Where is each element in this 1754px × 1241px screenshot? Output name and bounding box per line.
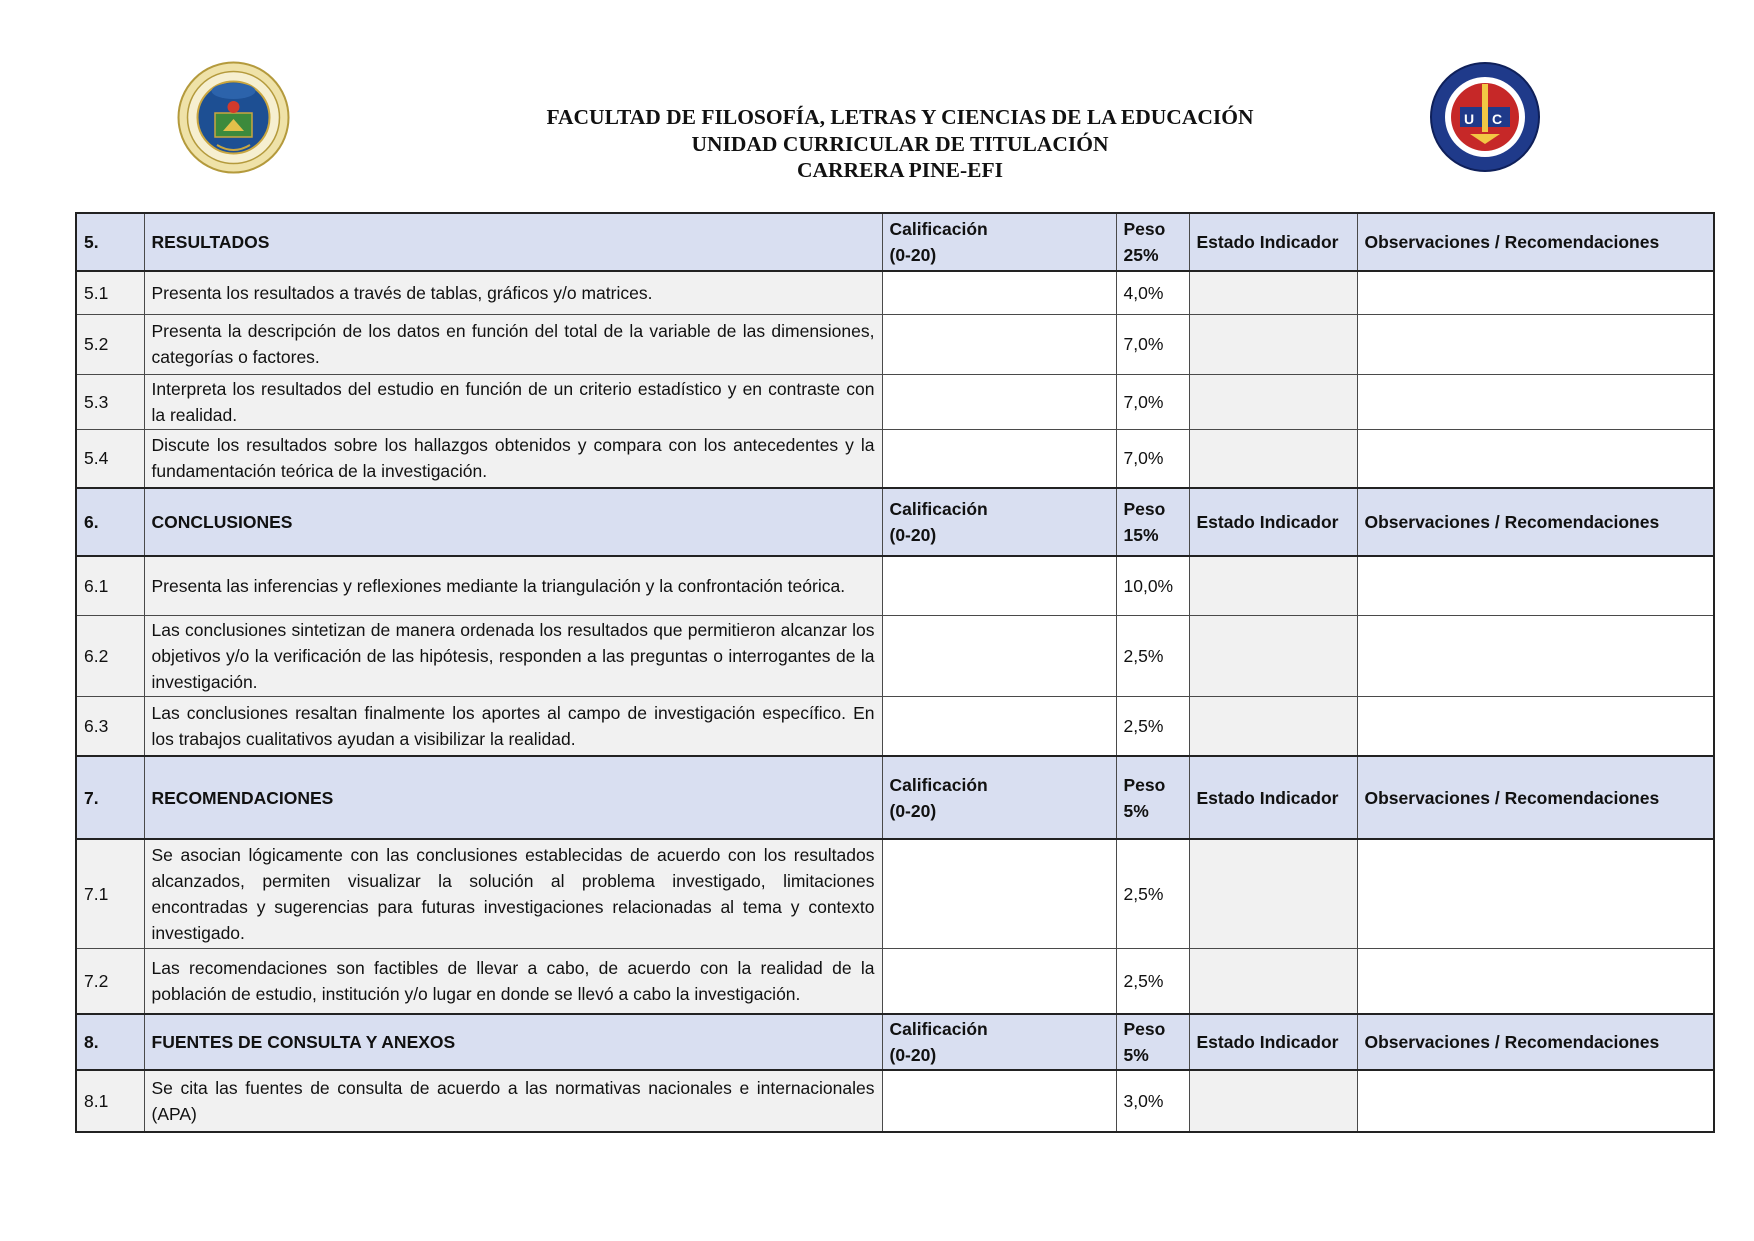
- calificacion-range: (0-20): [889, 800, 937, 821]
- item-description: Presenta las inferencias y reflexiones mediante la triangulación y la confrontación teórica.: [144, 556, 882, 615]
- item-peso: 7,0%: [1116, 314, 1189, 374]
- item-description: Interpreta los resultados del estudio en función de un criterio estadístico y en contraste con la realidad.: [144, 374, 882, 429]
- peso-value: 25%: [1123, 245, 1159, 265]
- observaciones-header: Observaciones / Recomendaciones: [1357, 488, 1714, 556]
- observaciones-header: Observaciones / Recomendaciones: [1357, 756, 1714, 839]
- observaciones-cell[interactable]: [1357, 271, 1714, 314]
- estado-header: Estado Indicador: [1189, 213, 1357, 271]
- item-peso: 2,5%: [1116, 696, 1189, 756]
- calificacion-input-cell[interactable]: [882, 1070, 1116, 1132]
- item-description: Se asocian lógicamente con las conclusiones establecidas de acuerdo con los resultados alcanzados, permiten visualizar la solución al problema investigado, limitaciones encontradas y sugerencias para futuras investigaciones relacionadas al tema y contexto investigado.: [144, 839, 882, 948]
- table-row: [76, 615, 1714, 696]
- item-number: 6.2: [76, 615, 144, 696]
- table-row: [76, 556, 1714, 615]
- item-number: 6.1: [76, 556, 144, 615]
- section-number: 7.: [76, 756, 144, 839]
- faculty-seal-logo: [1430, 62, 1540, 172]
- table-row: [76, 374, 1714, 429]
- unit-title: UNIDAD CURRICULAR DE TITULACIÓN: [691, 131, 1109, 156]
- observaciones-cell[interactable]: [1357, 374, 1714, 429]
- table-row: [76, 314, 1714, 374]
- calificacion-label: Calificación: [889, 774, 988, 795]
- section-title: RESULTADOS: [144, 213, 882, 271]
- item-peso: 7,0%: [1116, 429, 1189, 488]
- item-number: 5.1: [76, 271, 144, 314]
- peso-header: [1116, 213, 1189, 271]
- observaciones-header: Observaciones / Recomendaciones: [1357, 213, 1714, 271]
- calificacion-input-cell[interactable]: [882, 948, 1116, 1014]
- peso-header: [1116, 756, 1189, 839]
- item-number: 8.1: [76, 1070, 144, 1132]
- observaciones-cell[interactable]: [1357, 696, 1714, 756]
- estado-cell[interactable]: [1189, 839, 1357, 948]
- estado-cell[interactable]: [1189, 556, 1357, 615]
- section-header-row: [76, 488, 1714, 556]
- calificacion-input-cell[interactable]: [882, 839, 1116, 948]
- peso-label: Peso: [1123, 219, 1166, 239]
- estado-cell[interactable]: [1189, 374, 1357, 429]
- item-number: 5.4: [76, 429, 144, 488]
- observaciones-cell[interactable]: [1357, 948, 1714, 1014]
- section-number: 6.: [76, 488, 144, 556]
- estado-cell[interactable]: [1189, 615, 1357, 696]
- peso-value: 5%: [1123, 800, 1149, 821]
- peso-label: Peso: [1123, 774, 1166, 795]
- section-title: FUENTES DE CONSULTA Y ANEXOS: [144, 1014, 882, 1070]
- table-row: [76, 839, 1714, 948]
- document-header: [400, 104, 1400, 184]
- item-description: Las conclusiones sintetizan de manera ordenada los resultados que permitieron alcanzar los objetivos y/o la verificación de las hipótesis, responden a las preguntas o interrogantes de la investigación.: [144, 615, 882, 696]
- calificacion-input-cell[interactable]: [882, 314, 1116, 374]
- estado-cell[interactable]: [1189, 429, 1357, 488]
- peso-value: 15%: [1123, 525, 1159, 545]
- observaciones-cell[interactable]: [1357, 314, 1714, 374]
- section-header-row: [76, 1014, 1714, 1070]
- item-peso: 4,0%: [1116, 271, 1189, 314]
- section-title: CONCLUSIONES: [144, 488, 882, 556]
- item-peso: 10,0%: [1116, 556, 1189, 615]
- calificacion-header: [882, 1014, 1116, 1070]
- observaciones-cell[interactable]: [1357, 615, 1714, 696]
- peso-label: Peso: [1123, 499, 1166, 519]
- calificacion-input-cell[interactable]: [882, 696, 1116, 756]
- item-peso: 3,0%: [1116, 1070, 1189, 1132]
- calificacion-label: Calificación: [889, 219, 988, 239]
- section-header-row: [76, 213, 1714, 271]
- rubric-table: [75, 212, 1715, 1133]
- calificacion-header: [882, 756, 1116, 839]
- calificacion-range: (0-20): [889, 525, 937, 545]
- calificacion-range: (0-20): [889, 245, 937, 265]
- table-row: [76, 429, 1714, 488]
- calificacion-input-cell[interactable]: [882, 429, 1116, 488]
- observaciones-cell[interactable]: [1357, 429, 1714, 488]
- observaciones-cell[interactable]: [1357, 839, 1714, 948]
- university-seal-icon: [177, 61, 290, 174]
- estado-cell[interactable]: [1189, 271, 1357, 314]
- table-row: [76, 1070, 1714, 1132]
- calificacion-input-cell[interactable]: [882, 556, 1116, 615]
- item-number: 7.1: [76, 839, 144, 948]
- peso-header: [1116, 1014, 1189, 1070]
- calificacion-header: [882, 213, 1116, 271]
- item-number: 7.2: [76, 948, 144, 1014]
- item-peso: 2,5%: [1116, 615, 1189, 696]
- item-description: Presenta la descripción de los datos en función del total de la variable de las dimensiones, categorías o factores.: [144, 314, 882, 374]
- section-header-row: [76, 756, 1714, 839]
- calificacion-label: Calificación: [889, 1019, 988, 1039]
- peso-header: [1116, 488, 1189, 556]
- estado-header: Estado Indicador: [1189, 1014, 1357, 1070]
- item-description: Las conclusiones resaltan finalmente los aportes al campo de investigación específico. En los trabajos cualitativos ayudan a visibilizar la realidad.: [144, 696, 882, 756]
- item-peso: 7,0%: [1116, 374, 1189, 429]
- item-description: Las recomendaciones son factibles de llevar a cabo, de acuerdo con la realidad de la población de estudio, institución y/o lugar en donde se llevó a cabo la investigación.: [144, 948, 882, 1014]
- table-row: [76, 696, 1714, 756]
- item-peso: 2,5%: [1116, 948, 1189, 1014]
- calificacion-label: Calificación: [889, 499, 988, 519]
- faculty-seal-icon: [1430, 62, 1540, 172]
- estado-cell[interactable]: [1189, 1070, 1357, 1132]
- item-number: 6.3: [76, 696, 144, 756]
- item-description: Presenta los resultados a través de tablas, gráficos y/o matrices.: [144, 271, 882, 314]
- section-title: RECOMENDACIONES: [144, 756, 882, 839]
- estado-header: Estado Indicador: [1189, 756, 1357, 839]
- item-peso: 2,5%: [1116, 839, 1189, 948]
- calificacion-input-cell[interactable]: [882, 615, 1116, 696]
- item-description: Discute los resultados sobre los hallazgos obtenidos y compara con los antecedentes y la fundamentación teórica de la investigación.: [144, 429, 882, 488]
- calificacion-input-cell[interactable]: [882, 271, 1116, 314]
- peso-value: 5%: [1123, 1045, 1149, 1065]
- item-number: 5.2: [76, 314, 144, 374]
- program-title: CARRERA PINE-EFI: [796, 158, 1004, 182]
- section-number: 8.: [76, 1014, 144, 1070]
- peso-label: Peso: [1123, 1019, 1166, 1039]
- calificacion-input-cell[interactable]: [882, 374, 1116, 429]
- observaciones-cell[interactable]: [1357, 556, 1714, 615]
- calificacion-header: [882, 488, 1116, 556]
- item-description: Se cita las fuentes de consulta de acuerdo a las normativas nacionales e internacionales (APA): [144, 1070, 882, 1132]
- observaciones-cell[interactable]: [1357, 1070, 1714, 1132]
- section-number: 5.: [76, 213, 144, 271]
- calificacion-range: (0-20): [889, 1045, 937, 1065]
- estado-cell[interactable]: [1189, 696, 1357, 756]
- item-number: 5.3: [76, 374, 144, 429]
- university-seal-logo: [177, 61, 290, 174]
- observaciones-header: Observaciones / Recomendaciones: [1357, 1014, 1714, 1070]
- svg-text:U: U: [1464, 111, 1475, 127]
- estado-cell[interactable]: [1189, 948, 1357, 1014]
- estado-header: Estado Indicador: [1189, 488, 1357, 556]
- estado-cell[interactable]: [1189, 314, 1357, 374]
- svg-text:C: C: [1492, 111, 1503, 127]
- table-row: [76, 271, 1714, 314]
- table-row: [76, 948, 1714, 1014]
- faculty-title: FACULTAD DE FILOSOFÍA, LETRAS Y CIENCIAS DE LA EDUCACIÓN: [546, 105, 1254, 129]
